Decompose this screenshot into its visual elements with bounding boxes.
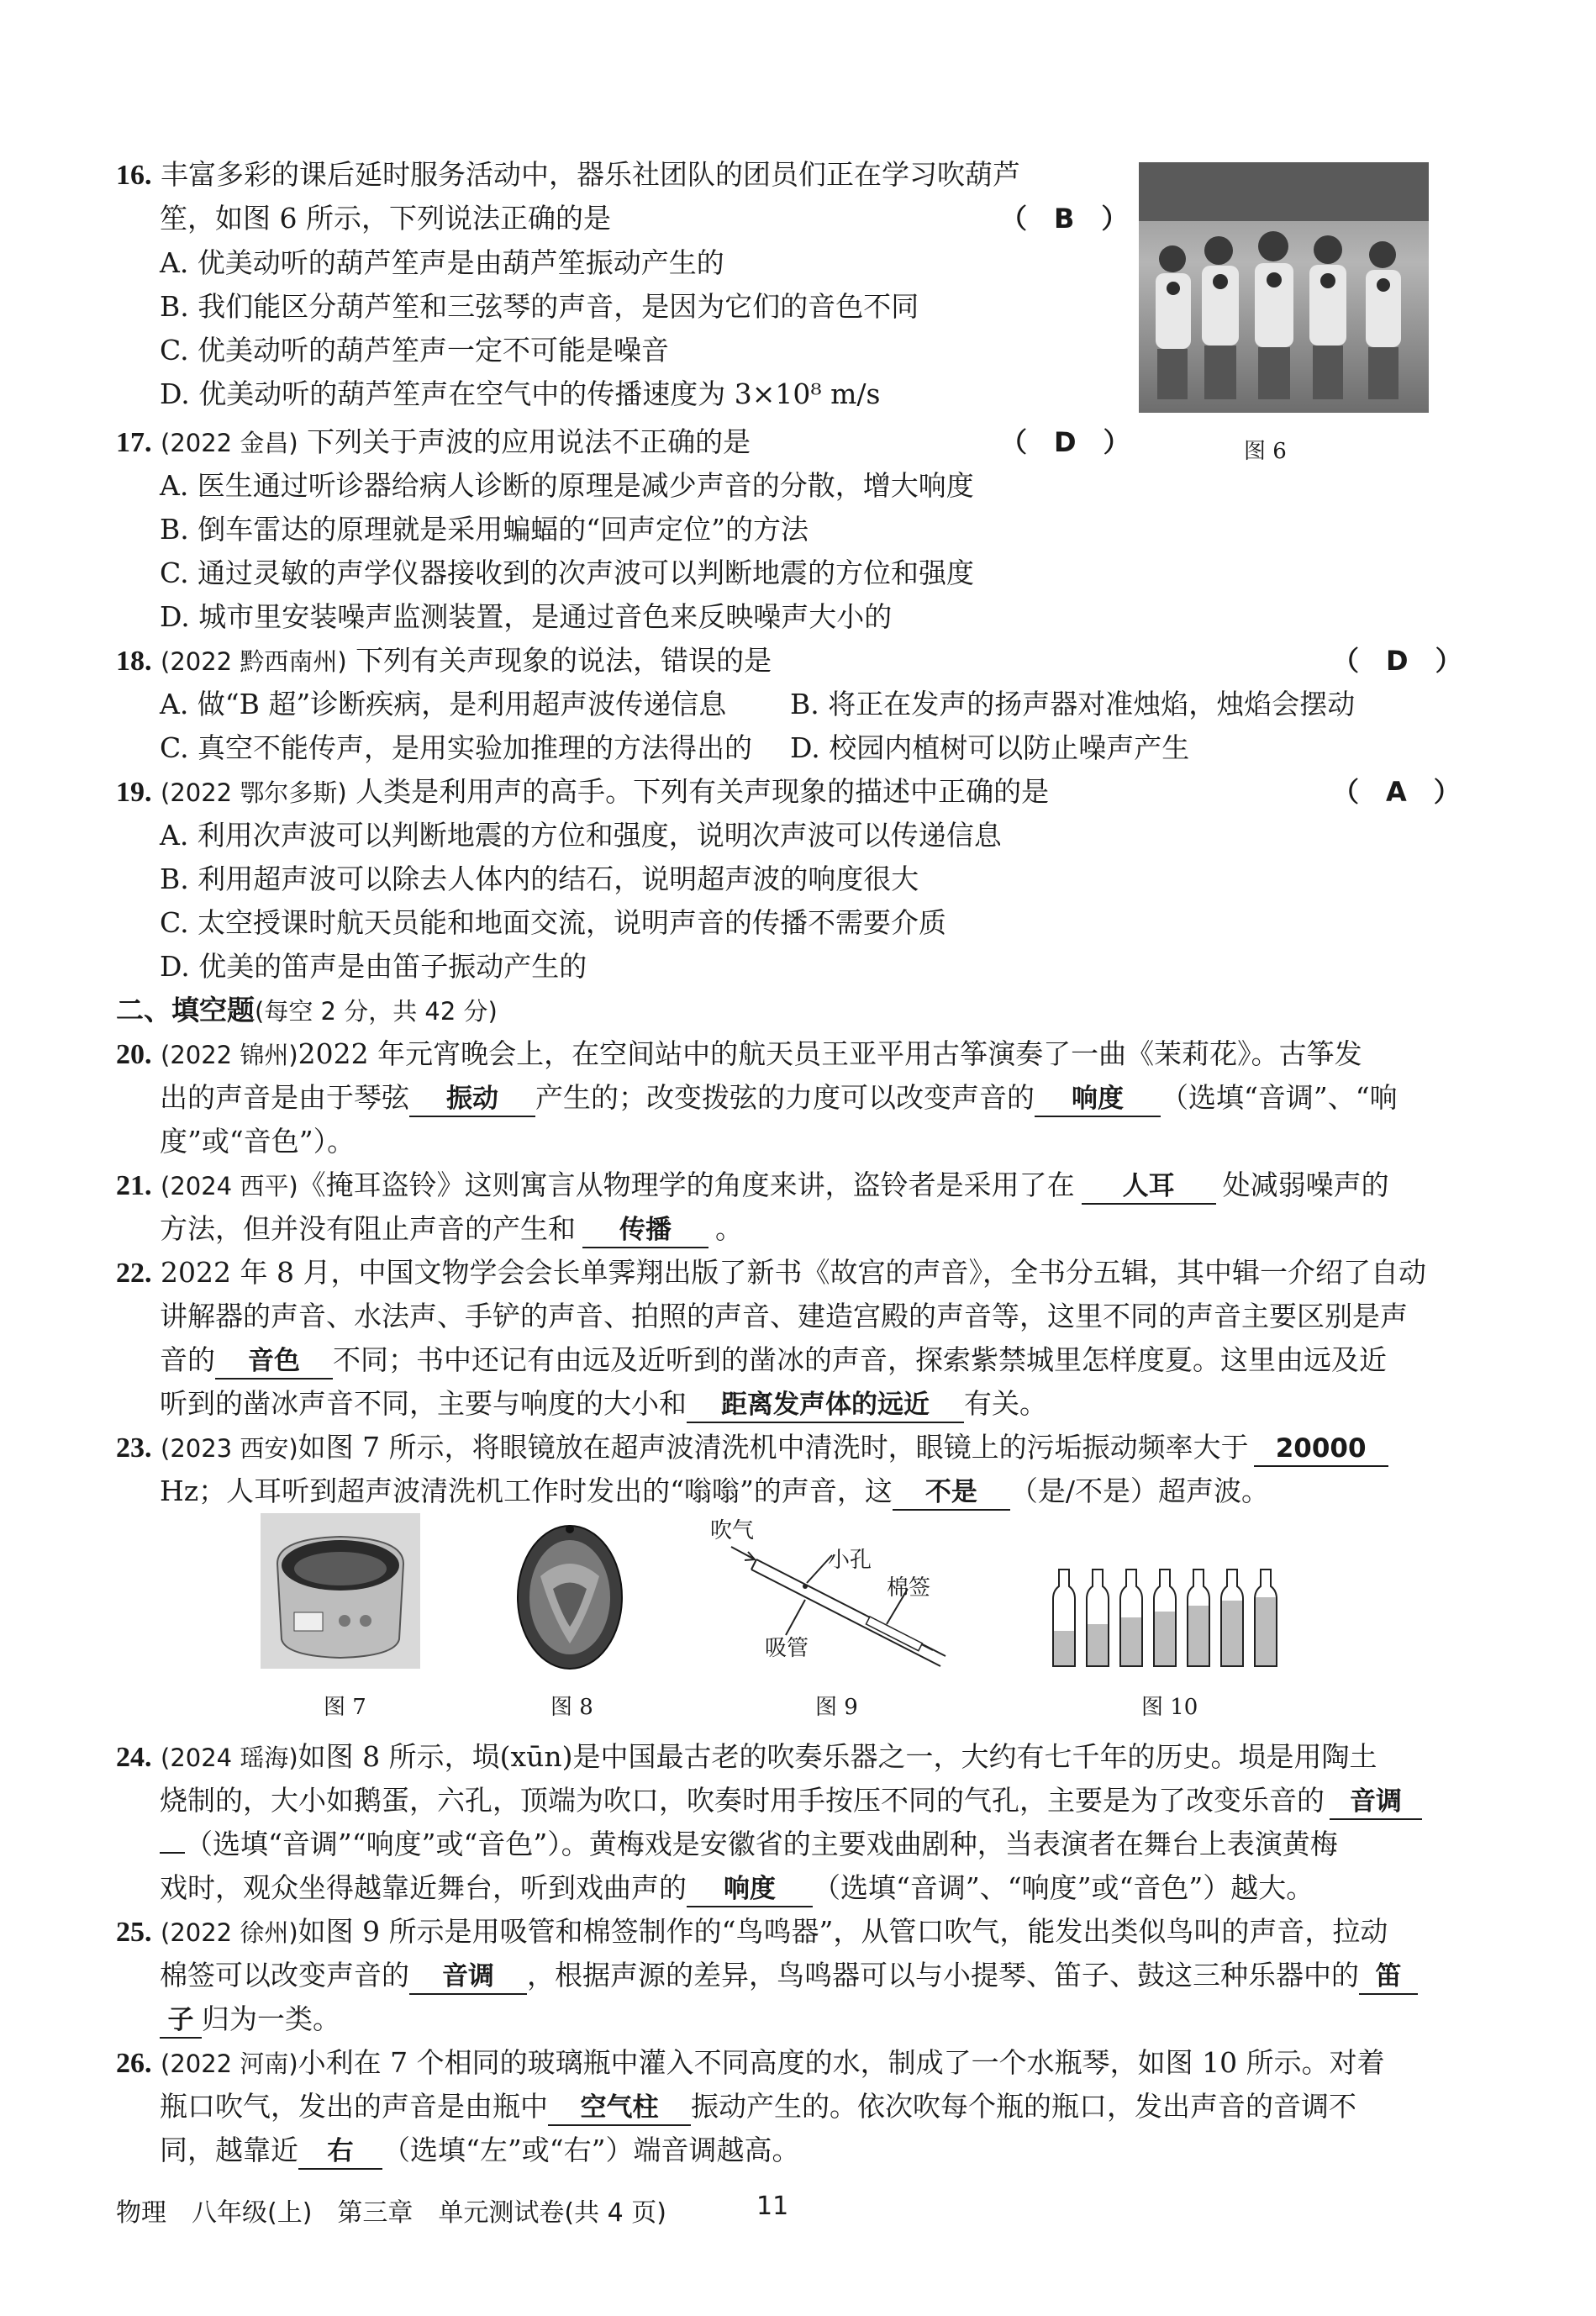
- q18-line1: [116, 641, 772, 681]
- q24-text: 戏时，观众坐得越靠近舞台，听到戏曲声的: [160, 1871, 687, 1904]
- q25-line2: [160, 1956, 1418, 1995]
- figure-6-caption: 图 6: [1244, 439, 1287, 464]
- q18-option-d: D. 校园内植树可以防止噪声产生: [790, 731, 1190, 764]
- q18-option-b: B. 将正在发声的扬声器对准烛焰，烛焰会摆动: [790, 688, 1356, 720]
- q26-blank-2: 右: [298, 2134, 382, 2170]
- q23-blank-2: 不是: [893, 1475, 1010, 1511]
- q24-text: （选填“音调”“响度”或“音色”）。黄梅戏是安徽省的主要戏曲剧种，当表演者在舞台上表演黄梅: [185, 1828, 1338, 1860]
- q20-source: (2022 锦州): [161, 1041, 298, 1069]
- q20-blank-1: 振动: [409, 1082, 535, 1117]
- q18-option-c: C. 真空不能传声，是用实验加推理的方法得出的: [160, 731, 753, 764]
- q20-text: 产生的；改变拨弦的力度可以改变声音的: [535, 1081, 1035, 1114]
- section-2-heading: [116, 991, 498, 1031]
- q16-option-b: B. 我们能区分葫芦笙和三弦琴的声音，是因为它们的音色不同: [160, 290, 919, 323]
- figure-8-caption: 图 8: [550, 1695, 593, 1720]
- question-number: 20.: [116, 1039, 152, 1070]
- q23-line2: [160, 1472, 1269, 1511]
- q26-line3: [160, 2131, 799, 2170]
- question-number: 24.: [116, 1742, 152, 1773]
- q19-answer: （ A ）: [1332, 776, 1461, 808]
- q22-line2: 讲解器的声音、水法声、手铲的声音、拍照的声音、建造宫殿的声音等，这里不同的声音主要区别是声: [160, 1300, 1408, 1332]
- q19-option-b: B. 利用超声波可以除去人体内的结石，说明超声波的响度很大: [160, 863, 919, 895]
- q17-option-c: C. 通过灵敏的声学仪器接收到的次声波可以判断地震的方位和强度: [160, 557, 975, 589]
- q18-source: (2022 黔西南州): [161, 647, 347, 676]
- q24-line3: [160, 1825, 1338, 1864]
- question-number: 21.: [116, 1170, 152, 1201]
- q22-text: 听到的凿冰声音不同，主要与响度的大小和: [160, 1387, 687, 1420]
- q25-text: 如图 9 所示是用吸管和棉签制作的“鸟鸣器”，从管口吹气，能发出类似鸟叫的声音，拉动: [298, 1915, 1388, 1948]
- q25-blank-2: 笛: [1359, 1960, 1418, 1995]
- q26-text: 振动产生的。依次吹每个瓶的瓶口，发出声音的音调不: [691, 2090, 1356, 2123]
- section-title: 二、填空题: [116, 994, 255, 1026]
- figure-6-photo: [1139, 162, 1429, 413]
- q24-line1: [116, 1738, 1377, 1777]
- q16-line2: [160, 199, 611, 238]
- q24-text: 烧制的，大小如鹅蛋，六孔，顶端为吹口，吹奏时用手按压不同的气孔，主要是为了改变乐音的: [160, 1784, 1325, 1817]
- q26-line2: [160, 2087, 1356, 2126]
- section-note: (每空 2 分，共 42 分): [255, 997, 498, 1026]
- figure-9-caption: 图 9: [815, 1695, 858, 1720]
- q16-stem: 丰富多彩的课后延时服务活动中，器乐社团队的团员们正在学习吹葫芦: [161, 158, 1020, 191]
- q16-option-d: D. 优美动听的葫芦笙声在空气中的传播速度为 3×10⁸ m/s: [160, 377, 881, 410]
- figure-8-xun: [511, 1517, 629, 1673]
- figure-10-bottles: [1046, 1565, 1290, 1668]
- q18-stem: 下列有关声现象的说法，错误的是: [356, 644, 772, 677]
- q17-source: (2022 金昌): [161, 429, 298, 457]
- q18-option-a: A. 做“B 超”诊断疾病，是利用超声波传递信息: [160, 688, 727, 720]
- q26-text: （选填“左”或“右”）端音调越高。: [382, 2134, 800, 2166]
- q25-line1: [116, 1912, 1388, 1952]
- q23-text: （是/不是）超声波。: [1009, 1475, 1270, 1507]
- q24-line2: [160, 1781, 1422, 1820]
- figure-9-label-straw: 吸管: [765, 1636, 809, 1661]
- q17-option-b: B. 倒车雷达的原理就是采用蝙蝠的“回声定位”的方法: [160, 513, 809, 546]
- figure-9-label-swab: 棉签: [887, 1575, 931, 1601]
- q20-text: 出的声音是由于琴弦: [160, 1081, 409, 1114]
- figure-7-caption: 图 7: [324, 1695, 366, 1720]
- q19-option-a: A. 利用次声波可以判断地震的方位和强度，说明次声波可以传递信息: [160, 819, 1002, 852]
- question-number: 19.: [116, 777, 152, 808]
- question-number: 25.: [116, 1917, 152, 1948]
- q23-source: (2023 西安): [161, 1434, 298, 1463]
- q20-line2: [160, 1079, 1398, 1117]
- q19-stem: 人类是利用声的高手。下列有关声现象的描述中正确的是: [356, 775, 1050, 808]
- q23-line1: [116, 1428, 1388, 1468]
- q20-text: 2022 年元宵晚会上，在空间站中的航天员王亚平用古筝演奏了一曲《茉莉花》。古筝发: [298, 1037, 1362, 1070]
- q19-source: (2022 鄂尔多斯): [161, 778, 347, 807]
- q17-line1: [116, 423, 751, 462]
- q26-text: 同，越靠近: [160, 2134, 298, 2166]
- q20-blank-2: 响度: [1035, 1082, 1161, 1117]
- q24-text: （选填“音调”、“响度”或“音色”）越大。: [813, 1871, 1314, 1904]
- q22-blank-1: 音色: [215, 1344, 333, 1380]
- q22-line1: [116, 1253, 1426, 1293]
- q17-option-a: A. 医生通过听诊器给病人诊断的原理是减少声音的分散，增大响度: [160, 469, 974, 502]
- q22-line4: [160, 1385, 1047, 1423]
- q21-source: (2024 西平): [161, 1172, 298, 1200]
- q24-blank-1-cont: [160, 1852, 185, 1854]
- q22-text: 2022 年 8 月，中国文物学会会长单霁翔出版了新书《故宫的声音》，全书分五辑，其中辑一介绍了自动: [161, 1256, 1426, 1289]
- q22-text: 不同；书中还记有由远及近听到的凿冰的声音，探索紫禁城里怎样度夏。这里由远及近: [333, 1343, 1387, 1376]
- question-number: 16.: [116, 160, 152, 191]
- q20-line1: [116, 1035, 1362, 1074]
- q26-line1: [116, 2044, 1385, 2083]
- q25-text: 棉签可以改变声音的: [160, 1959, 409, 1992]
- question-number: 26.: [116, 2048, 152, 2079]
- question-number: 23.: [116, 1432, 152, 1464]
- q19-line1: [116, 773, 1049, 812]
- q22-text: 音的: [160, 1343, 215, 1376]
- q24-source: (2024 瑶海): [161, 1744, 298, 1772]
- q16-stem-cont: 笙，如图 6 所示，下列说法正确的是: [160, 202, 611, 235]
- q26-source: (2022 河南): [161, 2050, 298, 2078]
- q24-line4: [160, 1869, 1314, 1907]
- q25-text: ，根据声源的差异，鸟鸣器可以与小提琴、笛子、鼓这三种乐器中的: [527, 1959, 1359, 1992]
- q16-option-a: A. 优美动听的葫芦笙声是由葫芦笙振动产生的: [160, 246, 724, 279]
- figure-9-label-blow: 吹气: [710, 1518, 755, 1543]
- q26-text: 瓶口吹气，发出的声音是由瓶中: [160, 2090, 548, 2123]
- q17-option-d: D. 城市里安装噪声监测装置，是通过音色来反映噪声大小的: [160, 600, 893, 633]
- q26-text: 小利在 7 个相同的玻璃瓶中灌入不同高度的水，制成了一个水瓶琴，如图 10 所示。对着: [298, 2046, 1385, 2079]
- figure-9-label-hole: 小孔: [828, 1548, 872, 1573]
- q18-answer: （ D ）: [1332, 645, 1462, 677]
- q25-text: 归为一类。: [202, 2002, 340, 2035]
- q23-text: 如图 7 所示，将眼镜放在超声波清洗机中清洗时，眼镜上的污垢振动频率大于: [298, 1431, 1249, 1464]
- q25-blank-2-cont: 子: [160, 2003, 202, 2039]
- q21-blank-1: 人耳: [1082, 1169, 1216, 1205]
- q22-line3: [160, 1341, 1387, 1380]
- q21-line2: [160, 1210, 743, 1248]
- q24-text: 如图 8 所示，埙(xūn)是中国最古老的吹奏乐器之一，大约有七千年的历史。埙是用陶土: [298, 1740, 1377, 1773]
- q21-text: 方法，但并没有阻止声音的产生和: [160, 1212, 576, 1245]
- q21-text: 《掩耳盗铃》这则寓言从物理学的角度来讲，盗铃者是采用了在: [298, 1169, 1075, 1201]
- page-number: 11: [756, 2192, 789, 2221]
- q16-answer: （ B ）: [1000, 203, 1129, 235]
- q22-blank-2: 距离发声体的远近: [687, 1388, 964, 1423]
- q25-blank-1: 音调: [409, 1960, 527, 1995]
- q20-text: （选填“音调”、“响: [1161, 1081, 1398, 1114]
- question-number: 18.: [116, 646, 152, 677]
- q19-option-c: C. 太空授课时航天员能和地面交流，说明声音的传播不需要介质: [160, 906, 947, 939]
- figure-10-caption: 图 10: [1141, 1695, 1198, 1720]
- question-number: 17.: [116, 427, 152, 458]
- q25-line3: [160, 2000, 340, 2039]
- q21-line1: [116, 1166, 1389, 1205]
- figure-7-cleaner: [261, 1513, 420, 1669]
- q21-text: 。: [715, 1212, 743, 1245]
- q20-line3: 度”或“音色”）。: [160, 1125, 356, 1158]
- q17-stem: 下列关于声波的应用说法不正确的是: [307, 425, 751, 458]
- q25-source: (2022 徐州): [161, 1918, 298, 1947]
- q22-text: 有关。: [964, 1387, 1047, 1420]
- q23-blank-1: 20000: [1254, 1432, 1388, 1467]
- footer-book-info: 物理 八年级(上) 第三章 单元测试卷(共 4 页): [116, 2198, 666, 2228]
- q24-blank-2: 响度: [687, 1872, 813, 1907]
- q19-option-d: D. 优美的笛声是由笛子振动产生的: [160, 950, 587, 983]
- q16-option-c: C. 优美动听的葫芦笙声一定不可能是噪音: [160, 334, 670, 367]
- q23-text: Hz；人耳听到超声波清洗机工作时发出的“嗡嗡”的声音，这: [160, 1475, 893, 1507]
- q17-answer: （ D ）: [1000, 426, 1130, 458]
- q21-text: 处减弱噪声的: [1222, 1169, 1389, 1201]
- q16-line1: [116, 156, 1020, 195]
- question-number: 22.: [116, 1258, 152, 1289]
- q21-blank-2: 传播: [582, 1213, 708, 1248]
- q26-blank-1: 空气柱: [548, 2091, 691, 2126]
- q24-blank-1: 音调: [1330, 1785, 1422, 1820]
